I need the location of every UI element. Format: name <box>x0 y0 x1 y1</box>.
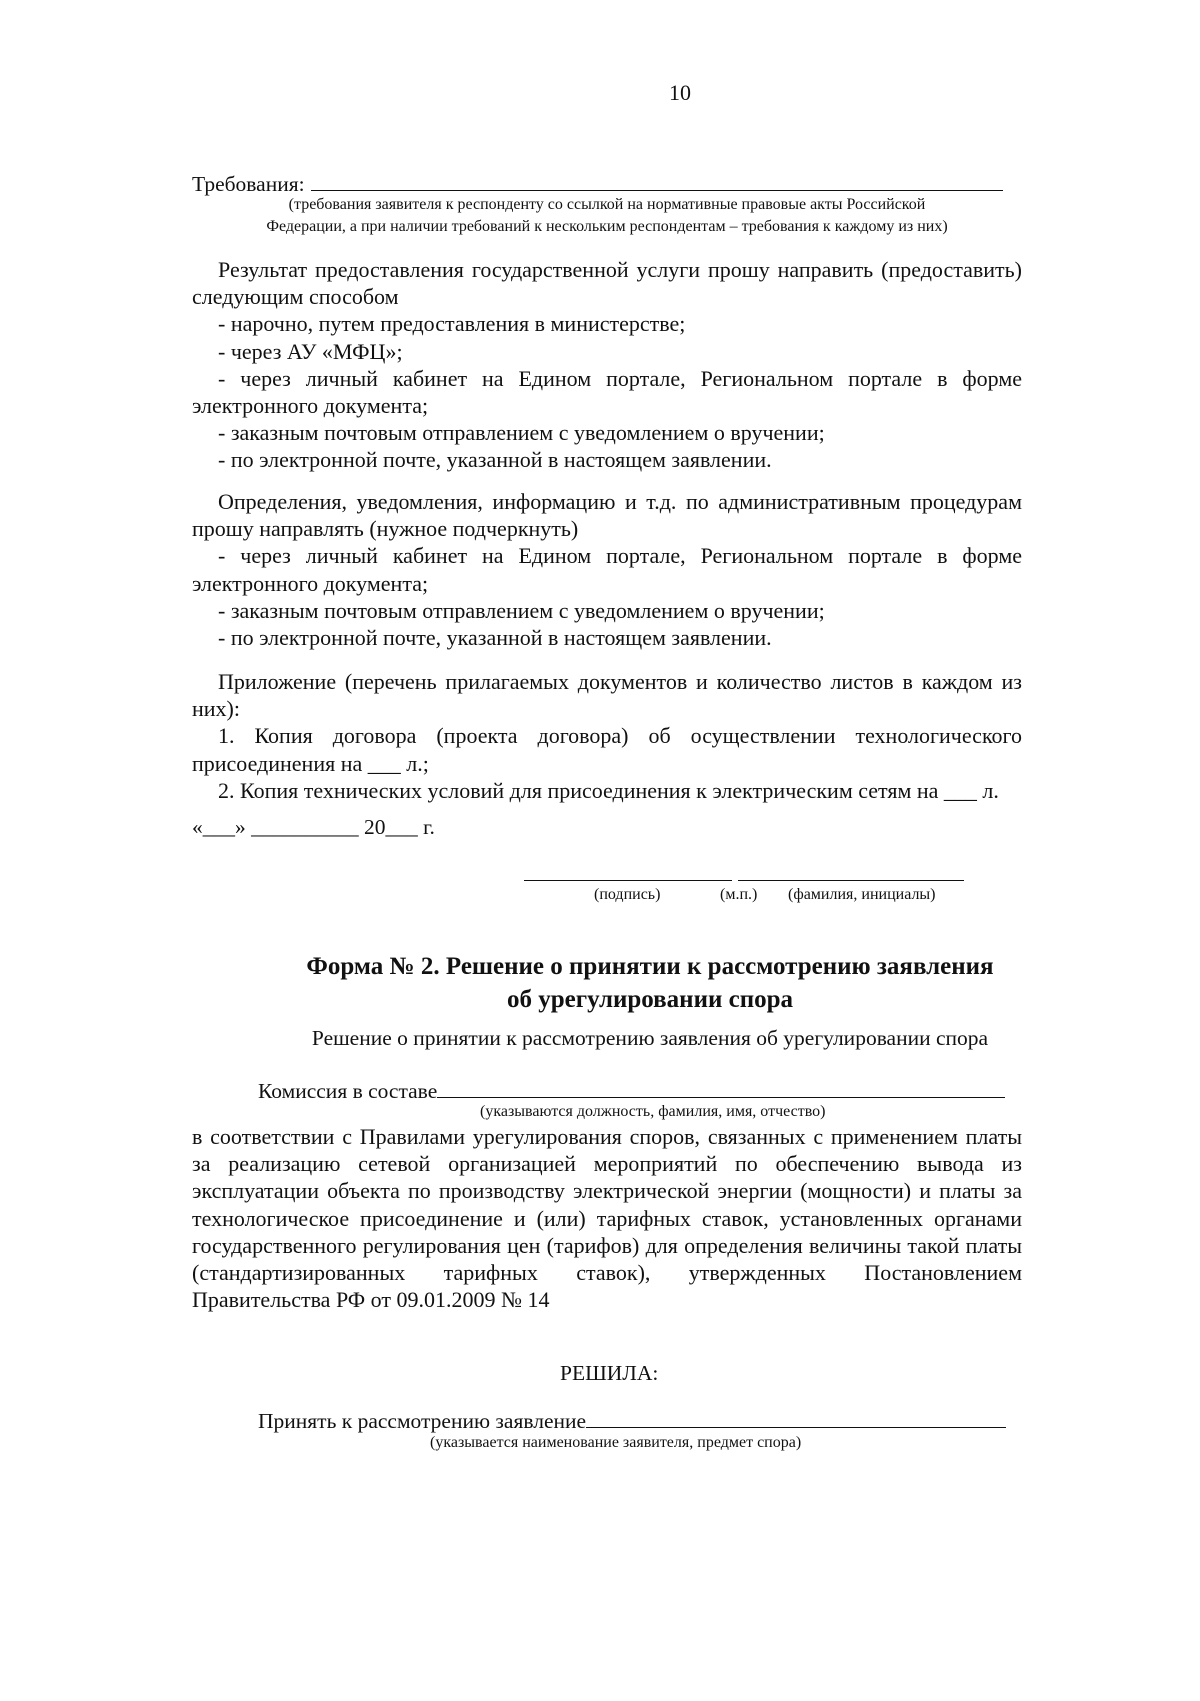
requirements-note <box>192 194 1022 238</box>
definitions-intro: Определения, уведомления, информацию и т.д. по административным процедурам прошу направлять (нужное подчеркнуть) <box>192 489 1022 542</box>
result-item-mfc: - через АУ «МФЦ»; <box>218 338 403 364</box>
form2-title <box>200 950 1100 1016</box>
form2-subtitle: Решение о принятии к рассмотрению заявления об урегулировании спора <box>311 1026 989 1050</box>
result-item-hand: - нарочно, путем предоставления в министерстве; <box>218 311 686 337</box>
seal-caption: (м.п.) <box>720 886 758 903</box>
definitions-section <box>192 488 1022 651</box>
decided-heading: РЕШИЛА: <box>560 1361 659 1385</box>
signature-caption: (подпись) <box>594 886 661 903</box>
commission-field <box>258 1078 1005 1105</box>
commission-blank-line <box>437 1079 1005 1098</box>
form2-title-line2: об урегулировании спора <box>506 986 794 1013</box>
definitions-item-email: - по электронной почте, указанной в настоящем заявлении. <box>218 625 772 651</box>
page-number: 10 <box>669 80 691 105</box>
name-line <box>738 880 964 881</box>
signature-line <box>524 880 732 881</box>
result-item-email: - по электронной почте, указанной в настоящем заявлении. <box>218 447 772 473</box>
requirements-label: Требования: <box>192 172 305 196</box>
form2-body-paragraph: в соответствии с Правилами урегулирования споров, связанных с применением платы за реализацию сетевой организацией мероприятий по обеспечению вывода из эксплуатации объекта по производству электрической энергии (мощности) и платы за технологическое присоединение и (или) тарифных ставок, установленных органами государственного регулирования цен (тарифов) для определения величины такой платы (стандартизированных тарифных ставок), утвержденных Постановлением Правительства РФ от 09.01.2009 № 14 <box>192 1124 1022 1313</box>
result-item-portal: - через личный кабинет на Едином портале, Региональном портале в форме электронного документа; <box>192 365 1022 419</box>
date-line: «___» __________ 20___ г. <box>192 815 435 839</box>
accept-label: Принять к рассмотрению заявление <box>258 1409 587 1433</box>
requirements-note-line1: (требования заявителя к респонденту со ссылкой на нормативные правовые акты Российской <box>288 196 926 213</box>
accept-note: (указывается наименование заявителя, предмет спора) <box>430 1434 802 1451</box>
definitions-item-portal: - через личный кабинет на Едином портале, Региональном портале в форме электронного документа; <box>192 543 1022 596</box>
accept-blank-line <box>586 1409 1006 1428</box>
commission-label: Комиссия в составе <box>258 1079 438 1103</box>
requirements-note-line2: Федерации, а при наличии требований к нескольким респондентам – требования к каждому из них) <box>266 218 948 235</box>
form2-title-line1: Форма № 2. Решение о принятии к рассмотрению заявления <box>306 953 994 980</box>
attachment-item-conditions: 2. Копия технических условий для присоединения к электрическим сетям на ___ л. <box>218 777 999 803</box>
definitions-item-mail: - заказным почтовым отправлением с уведомлением о вручении; <box>218 597 825 623</box>
attachment-intro: Приложение (перечень прилагаемых документов и количество листов в каждом из них): <box>192 669 1022 722</box>
requirements-blank-line <box>311 172 1003 191</box>
accept-field <box>258 1408 1006 1435</box>
result-section <box>192 256 1022 474</box>
name-caption: (фамилия, инициалы) <box>788 886 936 903</box>
attachment-item-contract: 1. Копия договора (проекта договора) об осуществлении технологического присоединения на ___ л.; <box>192 723 1022 776</box>
commission-note: (указываются должность, фамилия, имя, отчество) <box>480 1103 826 1120</box>
result-item-mail: - заказным почтовым отправлением с уведомлением о вручении; <box>218 420 825 446</box>
result-intro: Результат предоставления государственной услуги прошу направить (предоставить) следующим способом <box>192 257 1022 310</box>
attachment-section <box>192 668 1022 804</box>
